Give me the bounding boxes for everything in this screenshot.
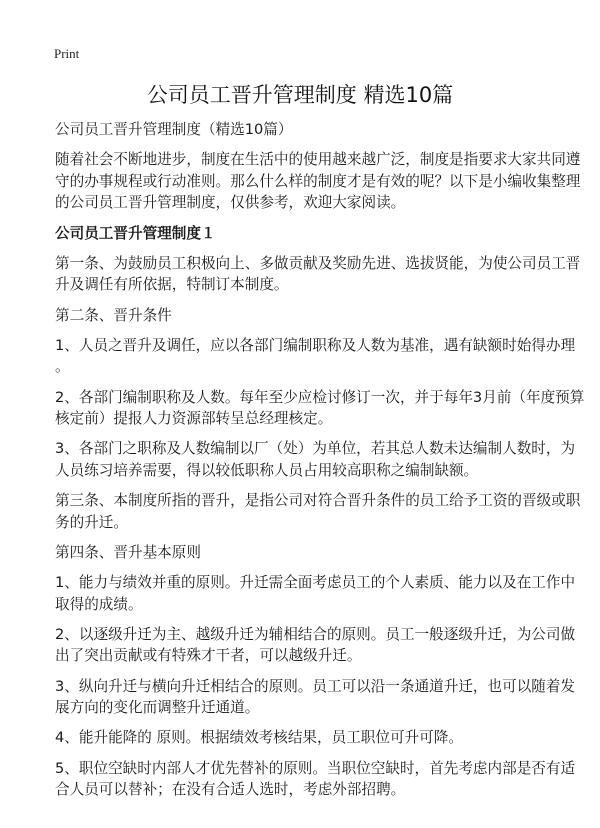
paragraph xyxy=(55,676,576,719)
text-line: 出了突出贡献或有特殊才干者，可以越级升迁。 xyxy=(55,647,362,665)
text-line: 第一条、为鼓励员工积极向上、多做贡献及奖励先进、选拔贤能，为使公司员工晋 xyxy=(55,254,581,272)
text-line: 升及调任有所依据，特制订本制度。 xyxy=(55,276,289,294)
text-line: 展方向的变化而调整升迁通道。 xyxy=(55,699,260,717)
paragraph xyxy=(55,438,576,481)
paragraph xyxy=(55,119,555,141)
text-line: 公司员工晋升管理制度（精选10篇） xyxy=(55,121,293,138)
text-line: 守的办事规程或行动准则。那么什么样的制度才是有效的呢？以下是小编收集整理 xyxy=(55,172,581,190)
text-line: 取得的成绩。 xyxy=(55,595,143,613)
text-line: 务的升迁。 xyxy=(55,513,128,531)
text-line: 2、各部门编制职称及人数。每年至少应检讨修订一次，并于每年3月前（年度预算 xyxy=(55,388,585,406)
text-line: 3、各部门之职称及人数编制以厂（处）为单位，若其总人数未达编制人数时，为 xyxy=(55,440,576,458)
document-body xyxy=(55,119,585,809)
paragraph xyxy=(55,305,555,327)
text-line: 1、人员之晋升及调任，应以各部门编制职称及人数为基准，遇有缺额时始得办理 xyxy=(55,336,576,354)
paragraph xyxy=(55,624,576,667)
text-line: 1、能力与绩效并重的原则。升迁需全面考虑员工的个人素质、能力以及在工作中 xyxy=(55,574,576,592)
paragraph xyxy=(55,149,581,214)
text-line: 随着社会不断地进步，制度在生活中的使用越来越广泛，制度是指要求大家共同遵 xyxy=(55,151,581,169)
paragraph xyxy=(55,253,581,296)
print-link[interactable]: Print xyxy=(54,46,80,61)
text-line: 3、纵向升迁与横向升迁相结合的原则。员工可以沿一条通道升迁，也可以随着发 xyxy=(55,677,576,695)
text-line: 2、以逐级升迁为主、越级升迁为辅相结合的原则。员工一般逐级升迁，为公司做 xyxy=(55,625,576,643)
text-line: 第三条、本制度所指的晋升，是指公司对符合晋升条件的员工给予工资的晋级或职 xyxy=(55,492,581,510)
section-heading xyxy=(55,223,555,245)
text-line: 第二条、晋升条件 xyxy=(55,306,172,324)
text-line: 人员练习培养需要，得以较低职称人员占用较高职称之编制缺额。 xyxy=(55,461,479,479)
paragraph xyxy=(55,758,576,801)
text-line: 第四条、晋升基本原则 xyxy=(55,543,201,561)
page-title: 公司员工晋升管理制度 精选10篇 xyxy=(146,83,454,107)
paragraph xyxy=(55,490,581,533)
text-line: 合人员可以替补；在没有合适人选时，考虑外部招聘。 xyxy=(55,781,406,799)
text-line: 核定前）提报人力资源部转呈总经理核定。 xyxy=(55,410,333,428)
paragraph xyxy=(55,387,585,430)
paragraph xyxy=(55,727,555,749)
paragraph xyxy=(55,572,576,615)
text-line: 的公司员工晋升管理制度，仅供参考，欢迎大家阅读。 xyxy=(55,194,406,212)
paragraph xyxy=(55,335,576,378)
paragraph xyxy=(55,542,555,564)
text-line: 5、职位空缺时内部人才优先替补的原则。当职位空缺时，首先考虑内部是否有适 xyxy=(55,759,576,777)
text-line: 4、能升能降的 原则。根据绩效考核结果，员工职位可升可降。 xyxy=(55,729,463,747)
text-line: 公司员工晋升管理制度１ xyxy=(55,224,216,242)
text-line: 。 xyxy=(55,358,70,376)
